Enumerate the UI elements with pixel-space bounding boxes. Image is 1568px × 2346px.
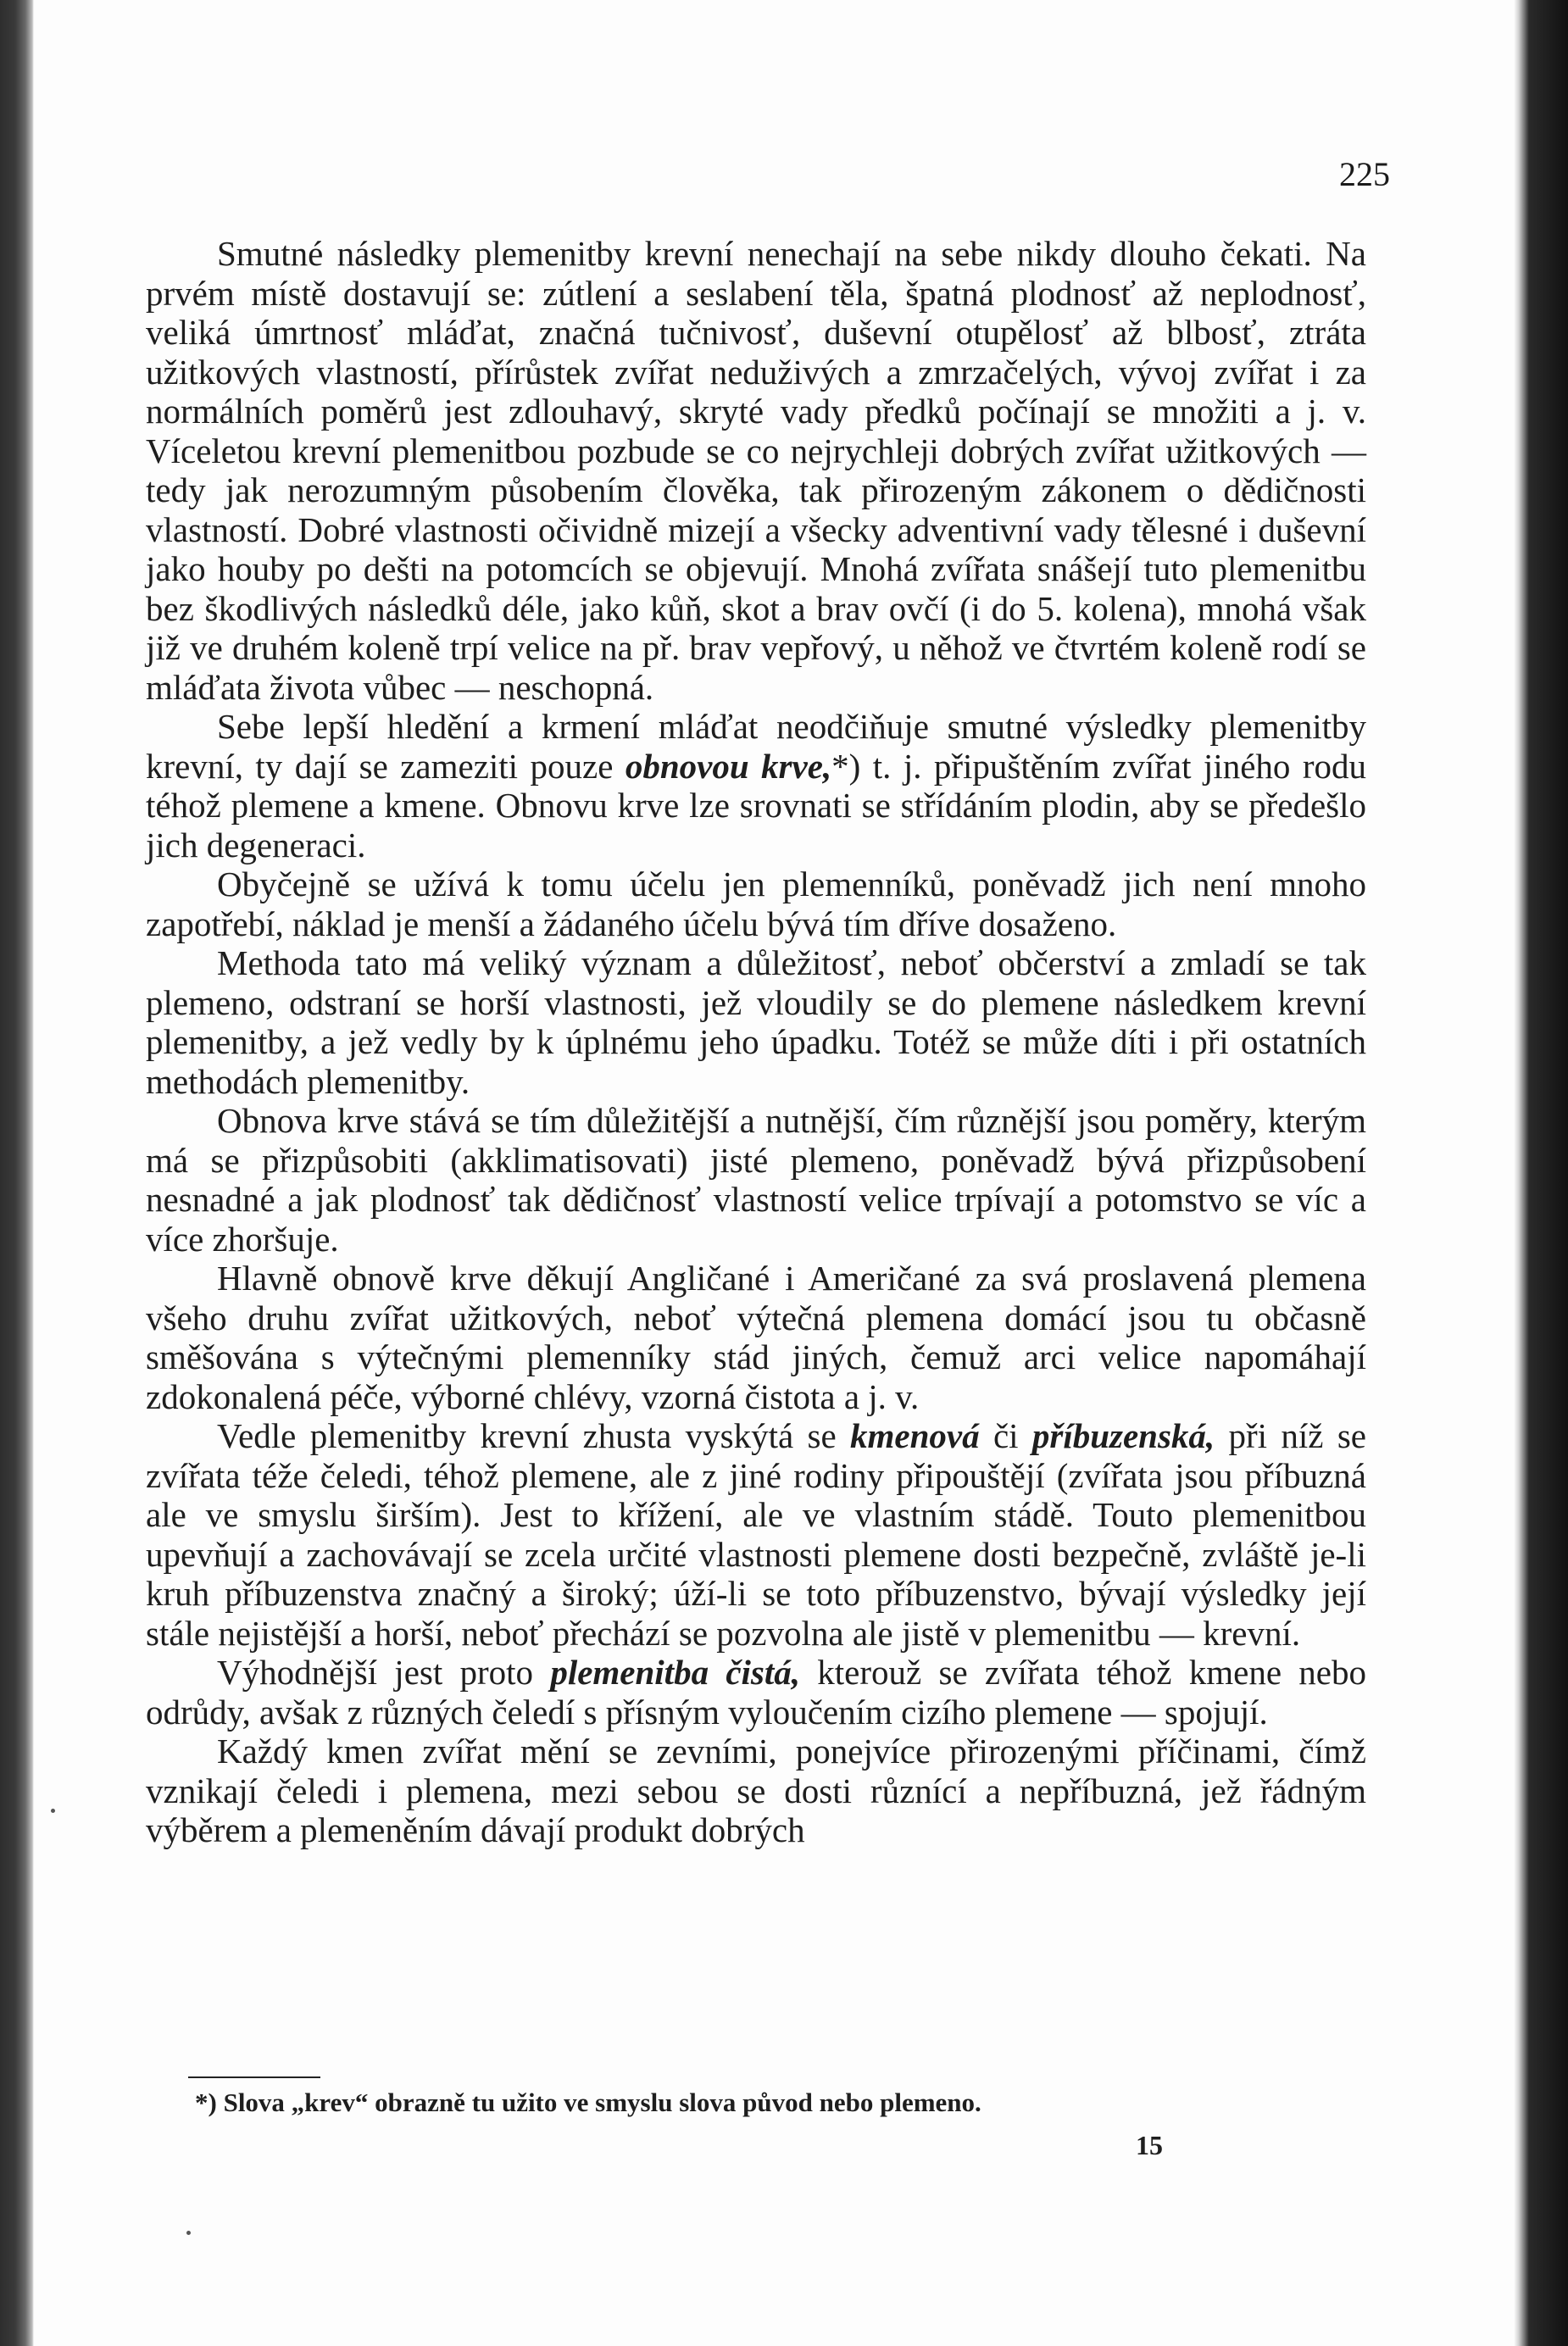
paragraph-4-text: Methoda tato má veliký význam a důležitosť, neboť občerství a zmladí se tak plemeno, odstraní se horší vlastnosti, jež vloudily se do plemene následkem krevní plemenitby, a jež vedly by k úplnému jeho úpadku. Totéž se může díti i při ostatních methodách plemenitby. xyxy=(146,943,1366,1101)
paragraph-4 xyxy=(146,943,1366,1101)
emphasis-obnova-krve: obnovou krve, xyxy=(625,746,832,786)
page-number: 225 xyxy=(1339,155,1390,193)
left-page-edge xyxy=(0,0,34,2346)
emphasis-plemenitba-cista: plemenitba čistá, xyxy=(550,1653,801,1692)
paragraph-7 xyxy=(146,1416,1366,1653)
paragraph-2 xyxy=(146,707,1366,864)
paragraph-9-text: Každý kmen zvířat mění se zevními, ponejvíce přirozenými příčinami, čímž vznikají čeledi i plemena, mezi sebou se dosti různící a nepříbuzná, jež řádným výběrem a plemeněním dávají produkt dobrých xyxy=(146,1732,1366,1849)
paragraph-2-text-a: Sebe lepší hledění a krmení mláďat neodčiňuje smutné výsledky plemenitby krevní, ty dají se zameziti pouze xyxy=(146,707,1366,786)
scan-speck xyxy=(186,2231,191,2235)
paragraph-5 xyxy=(146,1101,1366,1259)
paragraph-7-text-c: při níž se zvířata téže čeledi, téhož plemene, ale z jiné rodiny připouštějí (zvířata jsou příbuzná ale ve smyslu širším). Jest to křížení, ale ve vlastním stádě. Touto plemenitbou upevňují a zachovávají se zcela určité vlastnosti plemene dosti bezpečně, zvláště je-li kruh příbuzenstva značný a široký; úží-li se toto příbuzenstvo, bývají výsledky její stále nejistější a horší, neboť přechází se pozvolna ale jistě v plemenitbu — krevní. xyxy=(146,1416,1366,1653)
paragraph-2-text-b: *) t. j. připuštěním zvířat jiného rodu téhož plemene a kmene. Obnovu krve lze srovnati se střídáním plodin, aby se předešlo jich degeneraci. xyxy=(146,746,1366,864)
paragraph-3 xyxy=(146,864,1366,943)
paragraph-7-text-b: či xyxy=(979,1416,1032,1455)
paragraph-3-text: Obyčejně se užívá k tomu účelu jen plemenníků, poněvadž jich není mnoho zapotřebí, náklad je menší a žádaného účelu bývá tím dříve dosaženo. xyxy=(146,864,1366,943)
paragraph-8 xyxy=(146,1653,1366,1732)
body-text xyxy=(146,234,1366,1850)
scan-speck xyxy=(51,1809,55,1813)
paragraph-8-text-a: Výhodnější jest proto xyxy=(217,1653,551,1692)
emphasis-pribuzenska: příbuzenská, xyxy=(1031,1416,1215,1455)
paragraph-9 xyxy=(146,1732,1366,1850)
paragraph-6 xyxy=(146,1259,1366,1416)
paragraph-7-text-a: Vedle plemenitby krevní zhusta vyskýtá se xyxy=(217,1416,851,1455)
paragraph-1 xyxy=(146,234,1366,707)
paragraph-1-text: Smutné následky plemenitby krevní nenechají na sebe nikdy dlouho čekati. Na prvém místě dostavují se: zútlení a seslabení těla, špatná plodnosť až neplodnosť, veliká úmrtnosť mláďat, značná tučnivosť, duševní otupělosť až blbosť, ztráta užitkových vlastností, přírůstek zvířat neduživých a zmrzačelých, vývoj zvířat i za normálních poměrů jest zdlouhavý, skryté vady předků počínají se množiti a j. v. Víceletou krevní plemenitbou pozbude se co nejrychleji dobrých zvířat užitkových — tedy jak nerozumným působením člověka, tak přirozeným zákonem o dědičnosti vlastností. Dobré vlastnosti očividně mizejí a všecky adventivní vady tělesné i duševní jako houby po dešti na potomcích se objevují. Mnohá zvířata snášejí tuto plemenitbu bez škodlivých následků déle, jako kůň, skot a brav ovčí (i do 5. kolena), mnohá však již ve druhém koleně trpí velice na př. brav vepřový, u něhož ve čtvrtém koleně rodí se mláďata života vůbec — neschopná. xyxy=(146,234,1366,707)
right-scan-border xyxy=(1514,0,1568,2346)
footnote: *) Slova „krev“ obrazně tu užito ve smyslu slova původ nebo plemeno. xyxy=(195,2087,981,2117)
paragraph-6-text: Hlavně obnově krve děkují Angličané i Američané za svá proslavená plemena všeho druhu zvířat užitkových, neboť výtečná plemena domácí jsou tu občasně směšována s výtečnými plemenníky stád jiných, čemuž arci velice napomáhají zdokonalená péče, výborné chlévy, vzorná čistota a j. v. xyxy=(146,1259,1366,1416)
emphasis-kmenova: kmenová xyxy=(850,1416,980,1455)
book-page xyxy=(34,0,1514,2346)
paragraph-8-text-b: kterouž se zvířata téhož kmene nebo odrůdy, avšak z různých čeledí s přísným vyloučením cizího plemene — spojují. xyxy=(146,1653,1366,1732)
footnote-divider xyxy=(188,2076,320,2078)
printer-signature-mark: 15 xyxy=(1136,2130,1163,2160)
paragraph-5-text: Obnova krve stává se tím důležitější a nutnější, čím různější jsou poměry, kterým má se přizpůsobiti (akklimatisovati) jisté plemeno, poněvadž bývá přizpůsobení nesnadné a jak plodnosť tak dědičnosť vlastností velice trpívají a potomstvo se víc a více zhoršuje. xyxy=(146,1101,1366,1259)
